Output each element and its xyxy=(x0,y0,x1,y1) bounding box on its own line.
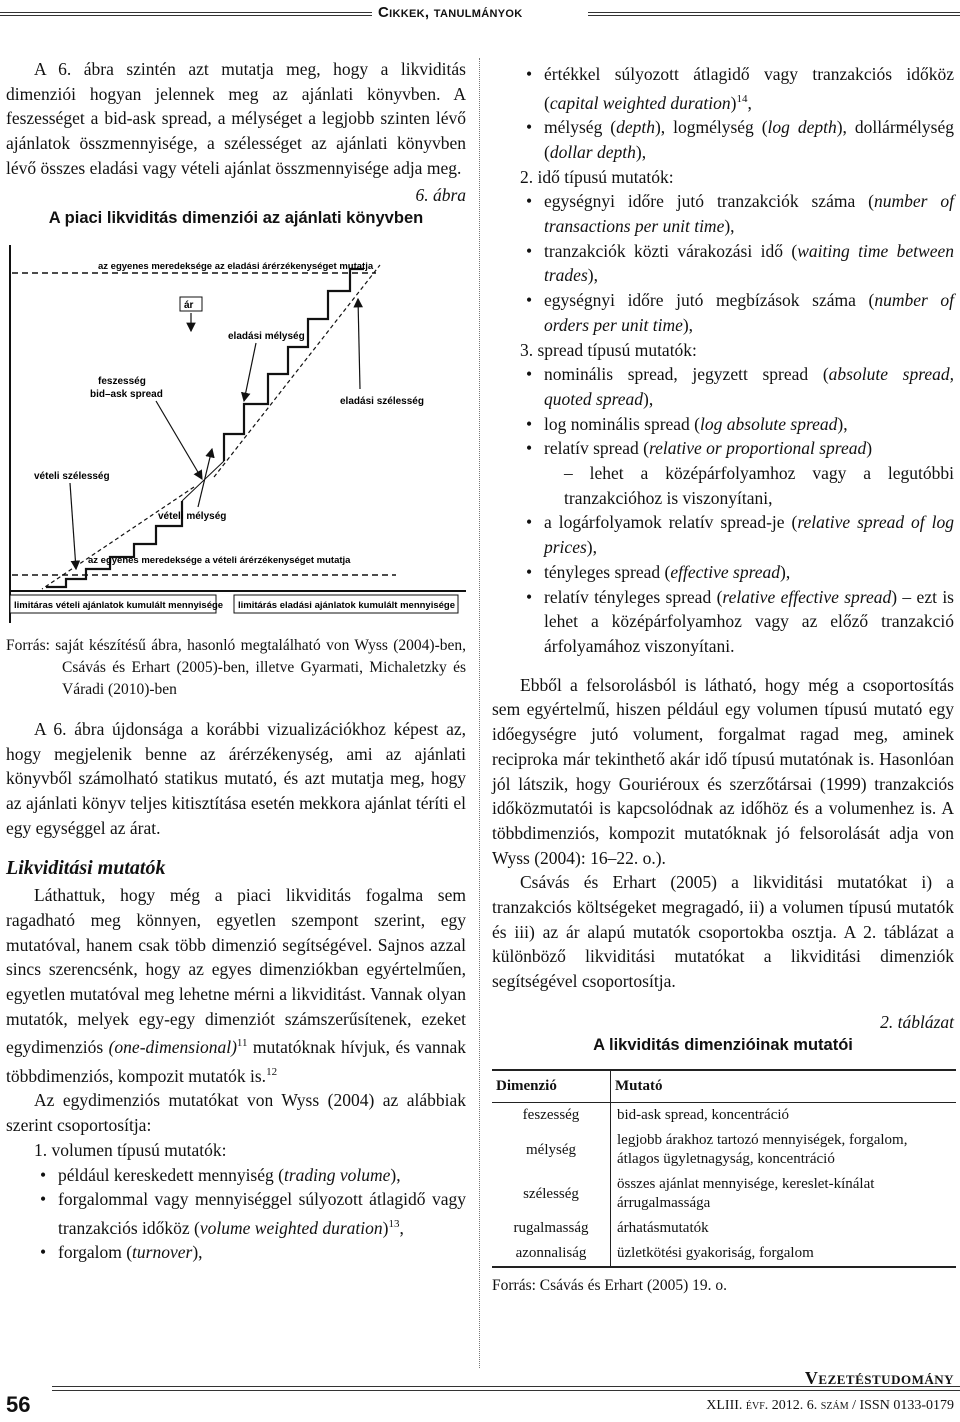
top-slope-label: az egyenes meredeksége az eladási árérzékenységet mutatja xyxy=(98,260,374,272)
header-rule-left xyxy=(0,12,372,16)
journal-name: Vezetéstudomány xyxy=(804,1368,954,1388)
list-item: • például kereskedett mennyiség (trading volume), xyxy=(34,1163,466,1188)
price-label: ár xyxy=(184,299,194,311)
right-column xyxy=(492,62,954,1299)
issue-info: XLIII. évf. 2012. 6. szám / ISSN 0133-0179 xyxy=(706,1398,954,1413)
paragraph: A 6. ábra szintén azt mutatja meg, hogy a likviditás dimenziói hogyan jelennek meg az ajánlati könyvben. A feszességet a bid-ask spread, a mélységet a legjobb szinten lévő ajánlatok összmennyisége, a szélességet az ajánlati könyvben lévő összes eladási vagy vételi ajánlat összmennyisége adja meg. xyxy=(6,59,466,178)
list-item: • log nominális spread (log absolute spread), xyxy=(520,412,954,437)
list-item: • relatív tényleges spread (relative effective spread) – ezt is lehet a középárfolyamhoz vagy az előző tranzakció árfolyamához viszonyítani. xyxy=(520,585,954,659)
footer-rule xyxy=(52,1390,960,1391)
table-source: Forrás: Csávás és Erhart (2005) 19. o. xyxy=(492,1277,728,1295)
running-header xyxy=(0,2,960,24)
column-header: Dimenzió xyxy=(492,1070,611,1103)
table-row xyxy=(492,1241,956,1267)
footer-rule xyxy=(52,1386,960,1387)
ask-quantity-box: limitárás eladási ajánlatok kumulált mennyisége xyxy=(238,599,456,611)
paragraph: Csávás és Erhart (2005) a likviditási mutatókat i) a tranzakciós költségeket megragadó, ii) a volumen típusú mutatók és iii) az ár alapú mutatók csoportokba osztja. A 2. táblázat a különböző likviditási mutatókat a likviditási dimenziók segítségével csoportosítja. xyxy=(492,872,954,992)
list-item: • relatív spread (relative or proportional spread) – lehet a középárfolyamhoz vagy a legutóbbi tranzakcióhoz is viszonyítani, xyxy=(520,436,954,510)
table-title: A likviditás dimenzióinak mutatói xyxy=(593,1035,853,1054)
figure-source: Forrás: saját készítésű ábra, hasonló megtalálható von Wyss (2004)-ben, Csávás és Erhart (2005)-ben, illetve Gyarmati, Michaletzky és Váradi (2010)-ben xyxy=(6,636,466,698)
header-rule-right xyxy=(588,12,960,16)
page-number: 56 xyxy=(6,1392,31,1417)
bullet-list xyxy=(520,189,954,337)
table-cell: bid-ask spread, koncentráció xyxy=(617,1107,790,1124)
bid-width-label: vételi szélesség xyxy=(34,470,110,482)
bullet-list xyxy=(520,362,954,658)
order-book-diagram xyxy=(6,239,466,625)
section-title: Cikkek, tanulmányok xyxy=(378,4,523,21)
numbered-item: 2. idő típusú mutatók: xyxy=(520,166,674,187)
list-item: • nominális spread, jegyzett spread (absolute spread, quoted spread), xyxy=(520,362,954,411)
tightness-label: feszesség xyxy=(98,375,146,387)
column-divider xyxy=(479,58,480,1368)
figure-number: 6. ábra xyxy=(415,184,466,205)
dimension-table xyxy=(492,1069,956,1268)
table-cell: azonnaliság xyxy=(492,1241,611,1267)
table-cell: üzletkötési gyakoriság, forgalom xyxy=(611,1241,957,1267)
table-row xyxy=(492,1103,956,1129)
list-item: • mélység (depth), logmélység (log depth), dollármélység (dollar depth), xyxy=(520,115,954,164)
list-item: • értékkel súlyozott átlagidő vagy tranzakciós időköz (capital weighted duration)$^{14}$, xyxy=(520,62,954,115)
bid-ask-label: bid–ask spread xyxy=(90,388,163,400)
figure-6 xyxy=(6,239,466,625)
page-footer xyxy=(0,1366,960,1422)
list-item: • egységnyi időre jutó megbízások száma (number of orders per unit time), xyxy=(520,288,954,337)
left-column xyxy=(6,57,466,1265)
numbered-item: 3. spread típusú mutatók: xyxy=(520,339,697,360)
table-cell: legjobb árakhoz tartozó mennyiségek, forgalom, átlagos ügyletnagyság, koncentráció xyxy=(617,1132,908,1168)
table-number: 2. táblázat xyxy=(880,1011,954,1032)
table-cell: szélesség xyxy=(492,1172,611,1216)
ask-depth-label: eladási mélység xyxy=(228,330,305,342)
paragraph: Ebből a felsorolásból is látható, hogy még a csoportosítás sem egyértelmű, hiszen például egy volumen típusú mutató egy időegységre jutó volument, forgalmat ragad meg, aminek reciproka már tekinthető akár idő típusú mutatónak is. Hasonlóan jól látszik, hogy Gouriéroux és szerzőtársai (1999) tranzakciós időközmutatói is kapcsolódnak az időhöz és a volumenhez is. A többdimenziós, kompozit mutatóknak jó felsorolását adja von Wyss (2004): 16–22. o.). xyxy=(492,674,954,868)
table-cell: mélység xyxy=(492,1128,611,1172)
paragraph: Láthattuk, hogy még a piaci likviditás fogalma sem ragadható meg könnyen, egyetlen szempont szerint, egy mutatóval, hanem csak több dimenzió segítségével. Sajnos azzal sincs szerencsénk, hogy az egyes dimenziókban egyértelműen, egyetlen mutatóval meg lehetne mérni a likviditást. Vannak olyan mutatók, melyek egy-egy dimenziót számszerűsítenek, ezeket egydimenziós (one-dimensional)$^{11}$ mutatóknak hívjuk, és vannak többdimenziós, kompozit mutatók is.$^{12}$ xyxy=(6,885,466,1086)
bid-depth-label: vételi mélység xyxy=(158,510,227,522)
paragraph: Az egydimenziós mutatókat von Wyss (2004) az alábbiak szerint csoportosítja: xyxy=(6,1090,466,1136)
list-item: • tranzakciók közti várakozási idő (waiting time between trades), xyxy=(520,239,954,288)
table-cell: rugalmasság xyxy=(492,1216,611,1241)
list-item: • a logárfolyamok relatív spread-je (relative spread of log prices), xyxy=(520,510,954,559)
table-row xyxy=(492,1128,956,1172)
ask-width-label: eladási szélesség xyxy=(340,395,424,407)
list-item: • forgalommal vagy mennyiséggel súlyozott átlagidő vagy tranzakciós időköz (volume weighted duration)$^{13}$, xyxy=(34,1187,466,1240)
list-item: • egységnyi időre jutó tranzakciók száma (number of transactions per unit time), xyxy=(520,189,954,238)
list-item: • tényleges spread (effective spread), xyxy=(520,560,954,585)
table-cell: összes ajánlat mennyisége, kereslet-kínálat árrugalmassága xyxy=(617,1176,875,1212)
table-cell: árhatásmutatók xyxy=(617,1220,709,1237)
list-item: • forgalom (turnover), xyxy=(34,1240,466,1265)
column-header: Mutató xyxy=(611,1070,957,1103)
ask-slope-line xyxy=(214,265,380,477)
bullet-list xyxy=(34,1163,466,1266)
ask-staircase xyxy=(224,269,364,461)
spread-link xyxy=(182,461,224,501)
figure-title: A piaci likviditás dimenziói az ajánlati könyvben xyxy=(48,209,424,228)
table-row xyxy=(492,1216,956,1241)
paragraph: A 6. ábra újdonsága a korábbi vizualizációkhoz képest az, hogy megjelenik benne az árérzékenység, ami az ajánlati könyvből számolható statikus mutató, és azt mutatja meg, hogy az ajánlati könyv teljes kitisztítása esetén mekkora ajánlat téríti el egy egységgel az árat. xyxy=(6,718,466,838)
bullet-list xyxy=(520,62,954,165)
numbered-item: 1. volumen típusú mutatók: xyxy=(34,1139,227,1160)
section-heading: Likviditási mutatók xyxy=(6,857,166,880)
bottom-slope-label: az egyenes meredeksége a vételi árérzékenységet mutatja xyxy=(88,554,351,566)
bid-slope-line xyxy=(42,487,194,589)
table-cell: feszesség xyxy=(492,1103,611,1129)
bid-quantity-box: limitáras vételi ajánlatok kumulált mennyisége xyxy=(14,599,224,611)
table-row xyxy=(492,1172,956,1216)
